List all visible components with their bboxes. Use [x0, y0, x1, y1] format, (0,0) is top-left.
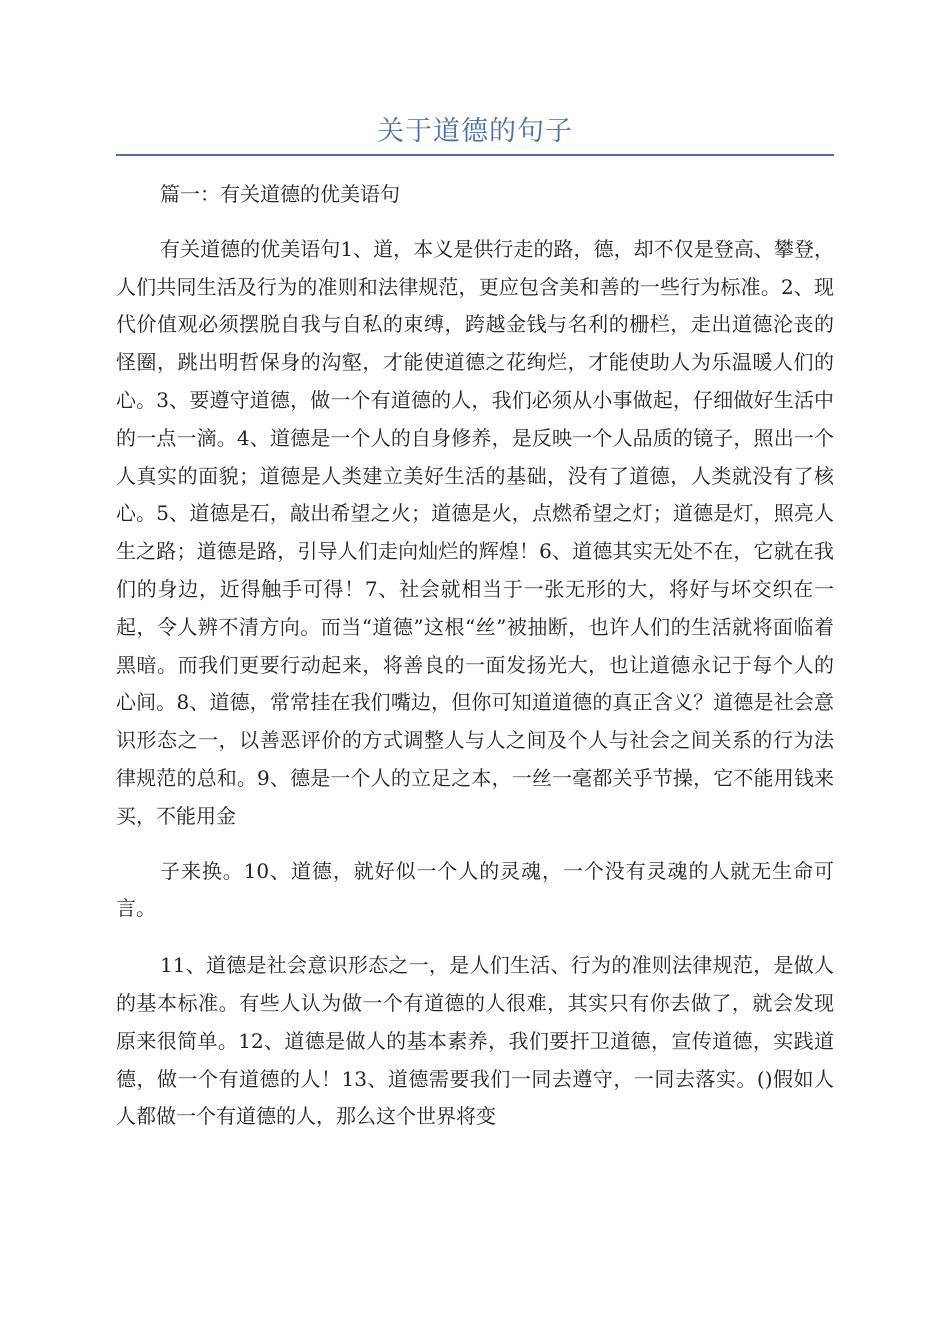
document-title: 关于道德的句子: [377, 116, 573, 147]
document-body: [116, 176, 834, 1136]
paragraph-1: 有关道德的优美语句1、道，本义是供行走的路，德，却不仅是登高、攀登，人们共同生活及行为的准则和法律规范，更应包含美和善的一些行为标准。2、现代价值观必须摆脱自我与自私的束缚，跨越金钱与名利的栅栏，走出道德沦丧的怪圈，跳出明哲保身的沟壑，才能使道德之花绚烂，才能使助人为乐温暖人们的心。3、要遵守道德，做一个有道德的人，我们必须从小事做起，仔细做好生活中的一点一滴。4、道德是一个人的自身修养，是反映一个人品质的镜子，照出一个人真实的面貌；道德是人类建立美好生活的基础，没有了道德，人类就没有了核心。5、道德是石，敲出希望之火；道德是火，点燃希望之灯；道德是灯，照亮人生之路；道德是路，引导人们走向灿烂的辉煌！6、道德其实无处不在，它就在我们的身边，近得触手可得！7、社会就相当于一张无形的大，将好与坏交织在一起，令人辨不清方向。而当“道德”这根“丝”被抽断，也许人们的生活就将面临着黑暗。而我们更要行动起来，将善良的一面发扬光大，也让道德永记于每个人的心间。8、道德，常常挂在我们嘴边，但你可知道道德的真正含义？道德是社会意识形态之一，以善恶评价的方式调整人与人之间及个人与社会之间关系的行为法律规范的总和。9、德是一个人的立足之本，一丝一毫都关乎节操，它不能用钱来买，不能用金: [116, 236, 834, 828]
title-underline: [116, 154, 834, 156]
section-heading: 篇一：有关道德的优美语句: [160, 182, 400, 206]
paragraph-2: 子来换。10、道德，就好似一个人的灵魂，一个没有灵魂的人就无生命可言。: [116, 858, 834, 921]
paragraph-3: 11、道德是社会意识形态之一，是人们生活、行为的准则法律规范，是做人的基本标准。有些人认为做一个有道德的人很难，其实只有你去做了，就会发现原来很简单。12、道德是做人的基本素养，我们要扞卫道德，宣传道德，实践道德，做一个有道德的人！13、道德需要我们一同去遵守，一同去落实。()假如人人都做一个有道德的人，那么这个世界将变: [116, 953, 834, 1129]
